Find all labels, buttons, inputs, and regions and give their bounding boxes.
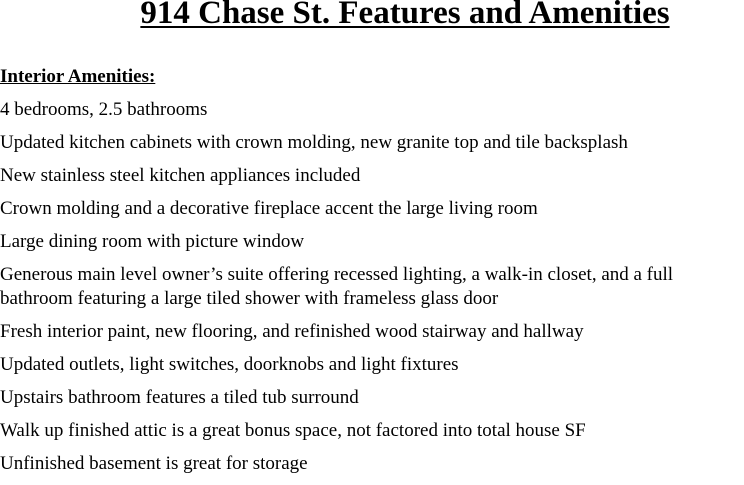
page-title: 914 Chase St. Features and Amenities — [140, 0, 670, 31]
amenity-item: Updated kitchen cabinets with crown molding, new granite top and tile backsplash — [0, 132, 628, 153]
amenity-item: Generous main level owner’s suite offering recessed lighting, a walk-in closet, and a full bathroom featuring a large tiled shower with frameless glass door — [0, 264, 674, 309]
amenity-item: Fresh interior paint, new flooring, and refinished wood stairway and hallway — [0, 321, 584, 342]
amenity-item: Large dining room with picture window — [0, 231, 305, 252]
amenity-item: New stainless steel kitchen appliances included — [0, 165, 361, 186]
amenity-item: Walk up finished attic is a great bonus space, not factored into total house SF — [0, 420, 586, 441]
section-heading-interior-amenities: Interior Amenities: — [0, 66, 156, 87]
amenity-item: Updated outlets, light switches, doorknobs and light fixtures — [0, 354, 459, 375]
amenity-list — [0, 98, 744, 485]
amenity-item: Crown molding and a decorative fireplace accent the large living room — [0, 198, 538, 219]
amenity-item: Upstairs bathroom features a tiled tub surround — [0, 387, 359, 408]
amenity-item: Unfinished basement is great for storage — [0, 453, 308, 474]
amenity-item: 4 bedrooms, 2.5 bathrooms — [0, 99, 208, 120]
